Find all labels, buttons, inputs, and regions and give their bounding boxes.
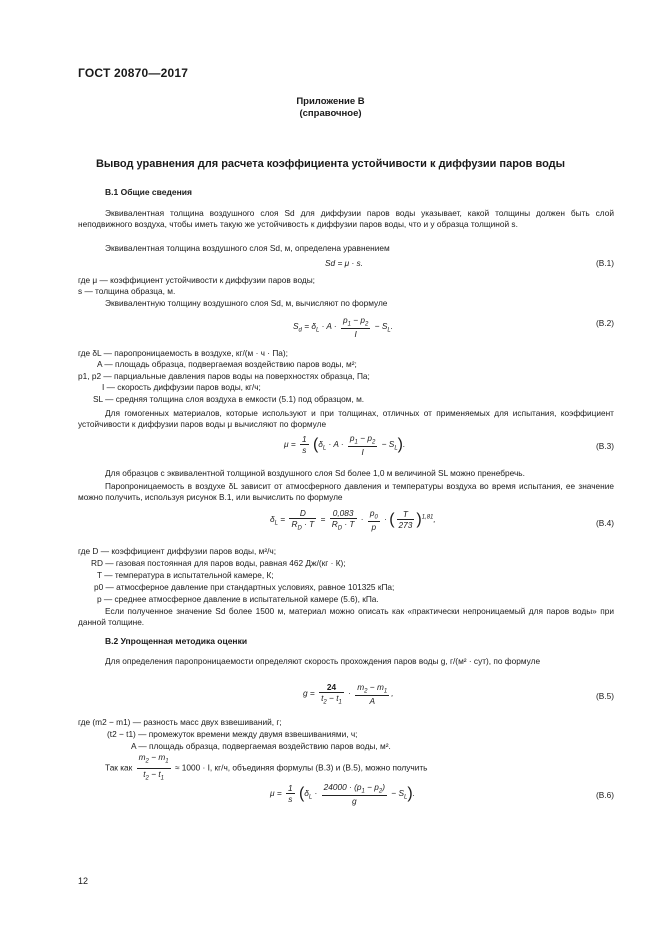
where-b2-delta: где δL — паропроницаемость в воздухе, кг/(м · ч · Па);: [78, 348, 288, 358]
where-b5-time: (t2 − t1) — промежуток времени между двумя взвешиваниями, ч;: [107, 729, 358, 739]
equation-b6: μ = $\frac{1}{s}$ ($\delta_L$ · $\frac{24000 \cdot (p_1 - p_2)}{g}$ − $S_L$).: [270, 782, 415, 806]
standard-header: ГОСТ 20870—2017: [78, 66, 189, 80]
paragraph-b1-3: Эквивалентную толщину воздушного слоя Sd, м, вычисляют по формуле: [105, 298, 388, 308]
where-b4-p0: p0 — атмосферное давление при стандартных условиях, равное 101325 кПа;: [94, 582, 395, 592]
paragraph-b2-2: Так как $\frac{m_2 - m_1}{t_2 - t_1}$ ≈ 1000 · I, кг/ч, объединяя формулы (В.3) и (В.5), можно получить: [105, 752, 428, 782]
where-b1-s: s — толщина образца, м.: [78, 286, 176, 296]
paragraph-b1-5: Для образцов с эквивалентной толщиной воздушного слоя Sd более 1,0 м величиной SL можно пренебречь.: [105, 468, 525, 478]
where-b2-sl: SL — средняя толщина слоя воздуха в емкости (5.1) под образцом, м.: [93, 394, 365, 404]
page-number: 12: [78, 876, 89, 886]
equation-b4: $\delta_L$ = $\frac{D}{R_D \cdot T}$ = $\frac{0,083}{R_D \cdot T}$ · $\frac{p_0}{p}$ · ( $\frac{T}{273}$ )$^{1,81}$,: [270, 508, 436, 532]
where-b2-rate: I — скорость диффузии паров воды, кг/ч;: [102, 382, 261, 392]
equation-number-b3: (В.3): [596, 441, 614, 451]
where-b4-d: где D — коэффициент диффузии паров воды, м²/ч;: [78, 546, 277, 556]
equation-b2: $S_d = \delta_L \cdot A$ · $\frac{p_1 - p_2}{I}$ − $S_L$.: [293, 315, 394, 339]
paragraph-b2-2-pre: Так как: [105, 762, 133, 773]
appendix-title: Приложение В: [296, 96, 365, 107]
paragraph-b1-2: Эквивалентная толщина воздушного слоя Sd, м, определена уравнением: [105, 243, 390, 253]
main-title: Вывод уравнения для расчета коэффициента устойчивости к диффузии паров воды: [95, 158, 566, 170]
section-heading-b1: В.1 Общие сведения: [105, 187, 192, 197]
equation-b1: Sd = μ · s.: [325, 258, 363, 268]
where-b4-rd: RD — газовая постоянная для паров воды, равная 462 Дж/(кг · К);: [91, 558, 346, 568]
paragraph-b1-1: Эквивалентная толщина воздушного слоя Sd для диффузии паров воды указывает, какой толщины должен быть слой неподвижного воздуха, чтобы иметь такую же устойчивость к диффузии паров воды, что и у образца толщиной s.: [78, 208, 614, 229]
where-b5-mass: где (m2 − m1) — разность масс двух взвешиваний, г;: [78, 717, 282, 727]
appendix-type: (справочное): [299, 108, 362, 119]
section-heading-b2: В.2 Упрощенная методика оценки: [105, 636, 248, 646]
equation-number-b6: (В.6): [596, 790, 614, 800]
equation-number-b4: (В.4): [596, 518, 614, 528]
equation-b3: μ = $\frac{1}{s}$ ($\delta_L \cdot A$ · $\frac{p_1 - p_2}{I}$ − $S_L$).: [284, 433, 406, 457]
paragraph-b2-1: Для определения паропроницаемости определяют скорость прохождения паров воды g, г/(м² · сут), по формуле: [105, 656, 541, 666]
equation-b5: g = $\frac{24}{t_2 - t_1}$ · $\frac{m_2 - m_1}{A}$ ,: [303, 682, 394, 706]
where-b5-area: A — площадь образца, подвергаемая воздействию паров воды, м².: [131, 741, 391, 751]
paragraph-b1-6: Паропроницаемость в воздухе δL зависит от атмосферного давления и температуры воздуха во время испытания, ее значение можно получить, используя рисунок В.1, или вычислить по формуле: [78, 481, 614, 502]
where-b2-area: A — площадь образца, подвергаемая воздействию паров воды, м²;: [97, 359, 357, 369]
equation-number-b1: (В.1): [596, 258, 614, 268]
equation-number-b2: (В.2): [596, 318, 614, 328]
paragraph-b2-2-post: ≈ 1000 · I, кг/ч, объединяя формулы (В.3) и (В.5), можно получить: [174, 762, 428, 773]
paragraph-b1-4: Для гомогенных материалов, которые используют и при толщинах, отличных от применяемых для испытания, коэффициент устойчивости к диффузии паров воды μ вычисляют по формуле: [78, 408, 614, 429]
equation-number-b5: (В.5): [596, 691, 614, 701]
where-b2-pressures: p1, p2 — парциальные давления паров воды на поверхностях образца, Па;: [78, 371, 370, 381]
where-b4-t: T — температура в испытательной камере, К;: [97, 570, 274, 580]
paragraph-b1-7: Если полученное значение Sd более 1500 м, материал можно описать как «практически непроницаемый для паров воды» при данной толщине.: [78, 606, 614, 627]
where-b1-mu: где μ — коэффициент устойчивости к диффузии паров воды;: [78, 275, 315, 285]
where-b4-p: p — среднее атмосферное давление в испытательной камере (5.6), кПа.: [97, 594, 379, 604]
